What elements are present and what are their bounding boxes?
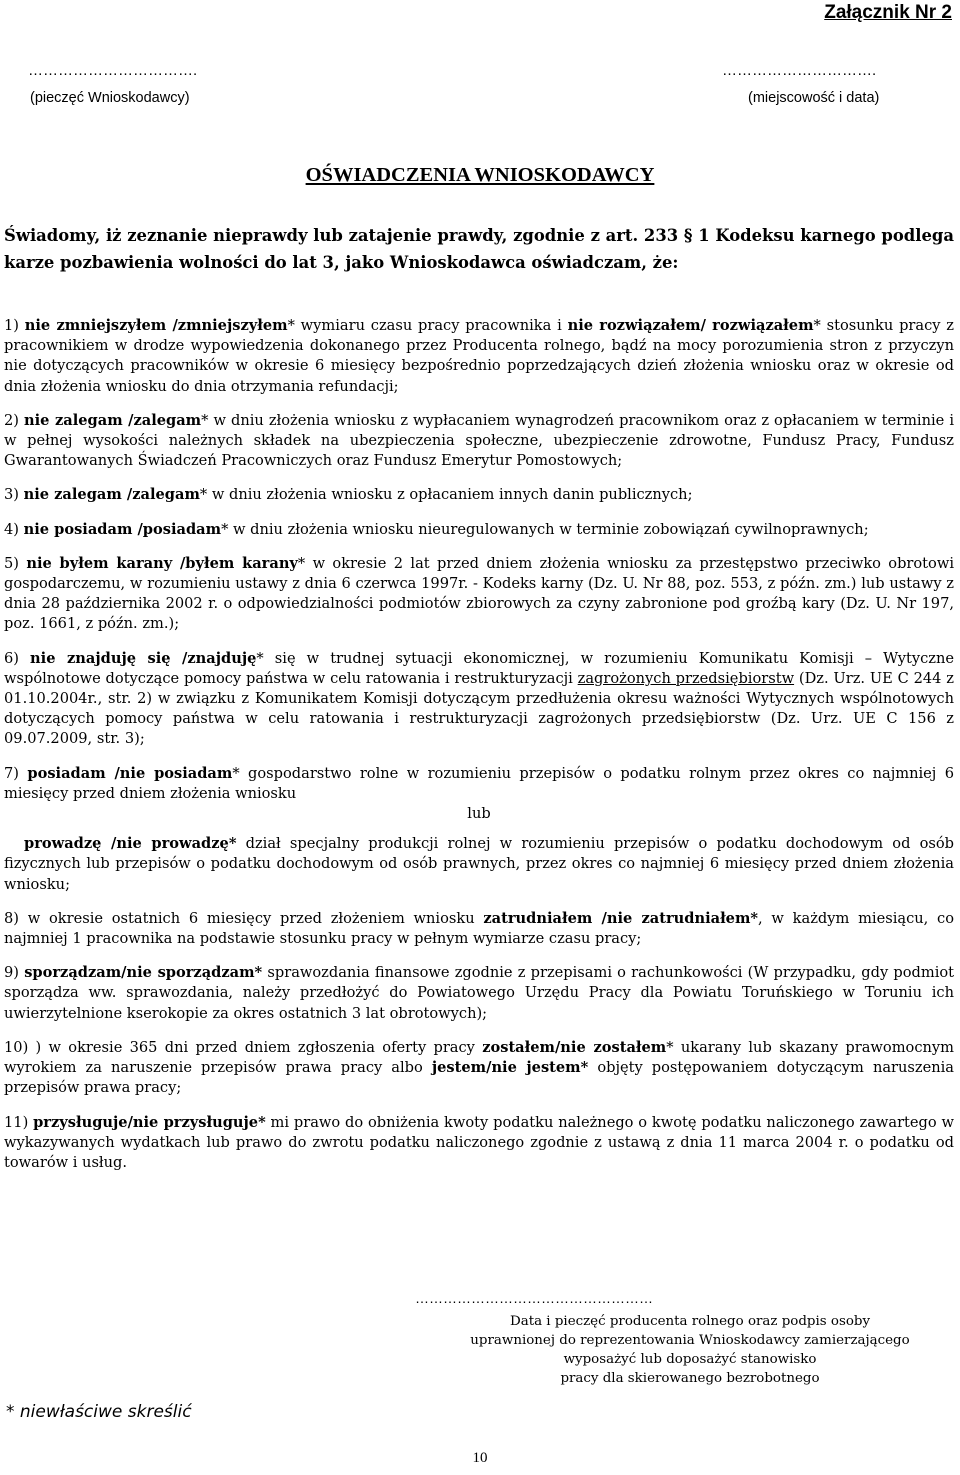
choice-text: jestem/nie jestem*	[431, 1059, 589, 1077]
declaration-item-8	[4, 909, 954, 949]
declaration-item-3	[4, 485, 954, 505]
declaration-item-10	[4, 1038, 954, 1099]
underlined-text: zagrożonych przedsiębiorstw	[577, 669, 795, 687]
choice-text: nie byłem karany /byłem karany	[26, 554, 298, 572]
item-text: * gospodarstwo rolne w rozumieniu przepisów o podatku rolnym przez okres co najmniej 6 miesięcy przed dniem złożenia wniosku	[4, 764, 954, 802]
signature-dots: ……………………………………………	[415, 1290, 653, 1306]
item-text: objęty postępowaniem dotyczącym naruszenia przepisów prawa pracy;	[4, 1059, 954, 1097]
choice-text: sporządzam/nie sporządzam*	[24, 964, 263, 982]
declaration-item-7b	[4, 834, 954, 895]
declaration-item-4	[4, 520, 954, 540]
declaration-item-2	[4, 411, 954, 472]
choice-text: posiadam /nie posiadam	[27, 764, 233, 782]
choice-text: przysługuje/nie przysługuje*	[33, 1113, 266, 1131]
document-title: OŚWIADCZENIA WNIOSKODAWCY	[305, 164, 655, 186]
declaration-item-7	[4, 764, 954, 804]
or-separator: lub	[467, 805, 491, 823]
declaration-item-1	[4, 316, 954, 397]
choice-text: zostałem/nie zostałem	[482, 1038, 667, 1056]
item-number: 7)	[4, 764, 28, 782]
item-text: * się w trudnej sytuacji ekonomicznej, w rozumieniu Komunikatu Komisji – Wytyczne wspólnotowe dotyczące pomocy państwa w celu ratowania i restrukturyzacji	[4, 649, 955, 687]
item-text: * ukarany lub skazany prawomocnym wyrokiem za naruszenie przepisów prawa pracy albo	[4, 1038, 954, 1077]
signature-line: pracy dla skierowanego bezrobotnego	[560, 1371, 820, 1386]
item-text: * w dniu złożenia wniosku z wypłacaniem wynagrodzeń pracownikom oraz z opłacaniem w terminie i w pełnej wysokości należnych składek na ubezpieczenia społeczne, ubezpieczenie zdrowotne, Fundusz Pracy, Fundusz Gwarantowanych Świadczeń Pracowniczych oraz Fundusz Emerytur Pomostowych;	[4, 411, 955, 470]
item-number: 11)	[4, 1113, 34, 1131]
item-text: , w każdym miesiącu, co najmniej 1 pracownika na podstawie stosunku pracy w pełnym wymiarze czasu pracy;	[4, 909, 955, 948]
place-date-label: (miejscowość i data)	[748, 90, 880, 106]
item-number: 2)	[4, 411, 25, 429]
item-text: 10) ) w okresie 365 dni przed dniem zgłoszenia oferty pracy	[4, 1038, 483, 1056]
choice-text: nie znajduję się /znajduję	[30, 649, 257, 667]
page-number: 10	[472, 1450, 488, 1466]
stamp-dots: …………………………….	[28, 62, 198, 79]
choice-text: nie zalegam /zalegam	[23, 486, 200, 504]
item-number: 3)	[4, 486, 24, 504]
annex-title: Załącznik Nr 2	[824, 2, 952, 23]
item-text: dział specjalny produkcji rolnej w rozumieniu przepisów o podatku dochodowym od osób fizycznych lub przepisów o podatku dochodowym od osób prawnych, przez okres co najmniej 6 miesięcy przed dniem złożenia wniosku;	[4, 835, 954, 893]
intro-statement: Świadomy, iż zeznanie nieprawdy lub zatajenie prawdy, zgodnie z art. 233 § 1 Kodeksu karnego podlega karze pozbawienia wolności do lat 3, jako Wnioskodawca oświadczam, że:	[4, 226, 954, 272]
signature-line: wyposażyć lub doposażyć stanowisko	[563, 1352, 817, 1367]
item-text: * wymiaru czasu pracy pracownika i	[287, 317, 568, 334]
choice-text: prowadzę /nie prowadzę*	[24, 835, 237, 853]
place-date-dots: ………………………….	[722, 62, 877, 79]
declaration-item-6	[4, 649, 954, 750]
item-number: 4)	[4, 520, 24, 538]
item-text: * w okresie 2 lat przed dniem złożenia wniosku za przestępstwo przeciwko obrotowi gospodarczemu, w rozumieniu ustawy z dnia 6 czerwca 1997r. - Kodeks karny (Dz. U. Nr 88, poz. 553, z późn. zm.) lub ustawy z dnia 28 października 2002 r. o odpowiedzialności podmiotów zbiorowych za czyny zabronione pod groźbą kary (Dz. U. Nr 197, poz. 1661, z późn. zm.);	[4, 554, 954, 633]
item-number: 1)	[4, 317, 25, 334]
choice-text: zatrudniałem /nie zatrudniałem*	[483, 909, 759, 927]
item-number: 6)	[4, 649, 31, 667]
item-text: mi prawo do obniżenia kwoty podatku należnego o kwotę podatku naliczonego zawartego w wykazywanych wydatkach lub prawo do zwrotu podatku naliczonego zgodnie z ustawą z dnia 11 marca 2004 r. o podatku od towarów i usług.	[4, 1113, 955, 1171]
choice-text: nie zalegam /zalegam	[24, 411, 202, 429]
item-text: * w dniu złożenia wniosku nieuregulowanych w terminie zobowiązań cywilnoprawnych;	[221, 520, 869, 538]
choice-text: nie rozwiązałem/ rozwiązałem	[567, 317, 814, 334]
choice-text: nie posiadam /posiadam	[23, 520, 222, 538]
signature-caption	[430, 1312, 950, 1388]
choice-text: nie zmniejszyłem /zmniejszyłem	[24, 317, 288, 334]
item-text: 8) w okresie ostatnich 6 miesięcy przed złożeniem wniosku	[4, 909, 484, 927]
signature-line: uprawnionej do reprezentowania Wnioskodawcy zamierzającego	[470, 1333, 910, 1348]
item-text: * w dniu złożenia wniosku z opłacaniem innych danin publicznych;	[199, 486, 693, 504]
footnote: * niewłaściwe skreślić	[6, 1402, 192, 1422]
signature-line: Data i pieczęć producenta rolnego oraz podpis osoby	[509, 1314, 871, 1329]
declarations-list	[4, 316, 954, 1173]
item-number: 9)	[4, 964, 25, 982]
declaration-item-5	[4, 554, 954, 635]
stamp-label: (pieczęć Wnioskodawcy)	[30, 90, 190, 106]
item-text: * stosunku pracy z pracownikiem w drodze wypowiedzenia dokonanego przez Producenta rolnego, bądź na mocy porozumienia stron z przyczyn nie dotyczących pracowników w okresie 6 miesięcy bezpośrednio poprzedzających dzień złożenia wniosku oraz w okresie od dnia złożenia wniosku do dnia otrzymania refundacji;	[4, 317, 954, 395]
item-number: 5)	[4, 554, 27, 572]
item-text: (Dz. Urz. UE C 244 z 01.10.2004r., str. 2) w związku z Komunikatem Komisji dotyczącym przedłużenia okresu ważności Wytycznych wspólnotowych dotyczących pomocy państwa w celu ratowania i restrukturyzacji zagrożonych przedsiębiorstw (Dz. Urz. UE C 156 z 09.07.2009, str. 3);	[4, 669, 954, 748]
item-text: sprawozdania finansowe zgodnie z przepisami o rachunkowości (W przypadku, gdy podmiot sporządza ww. sprawozdania, należy przedłożyć do Powiatowego Urzędu Pracy dla Powiatu Toruńskiego w Toruniu ich uwierzytelnione kserokopie za okres ostatnich 3 lat obrotowych);	[4, 964, 955, 1022]
declaration-item-9	[4, 963, 954, 1024]
declaration-item-11	[4, 1113, 954, 1174]
